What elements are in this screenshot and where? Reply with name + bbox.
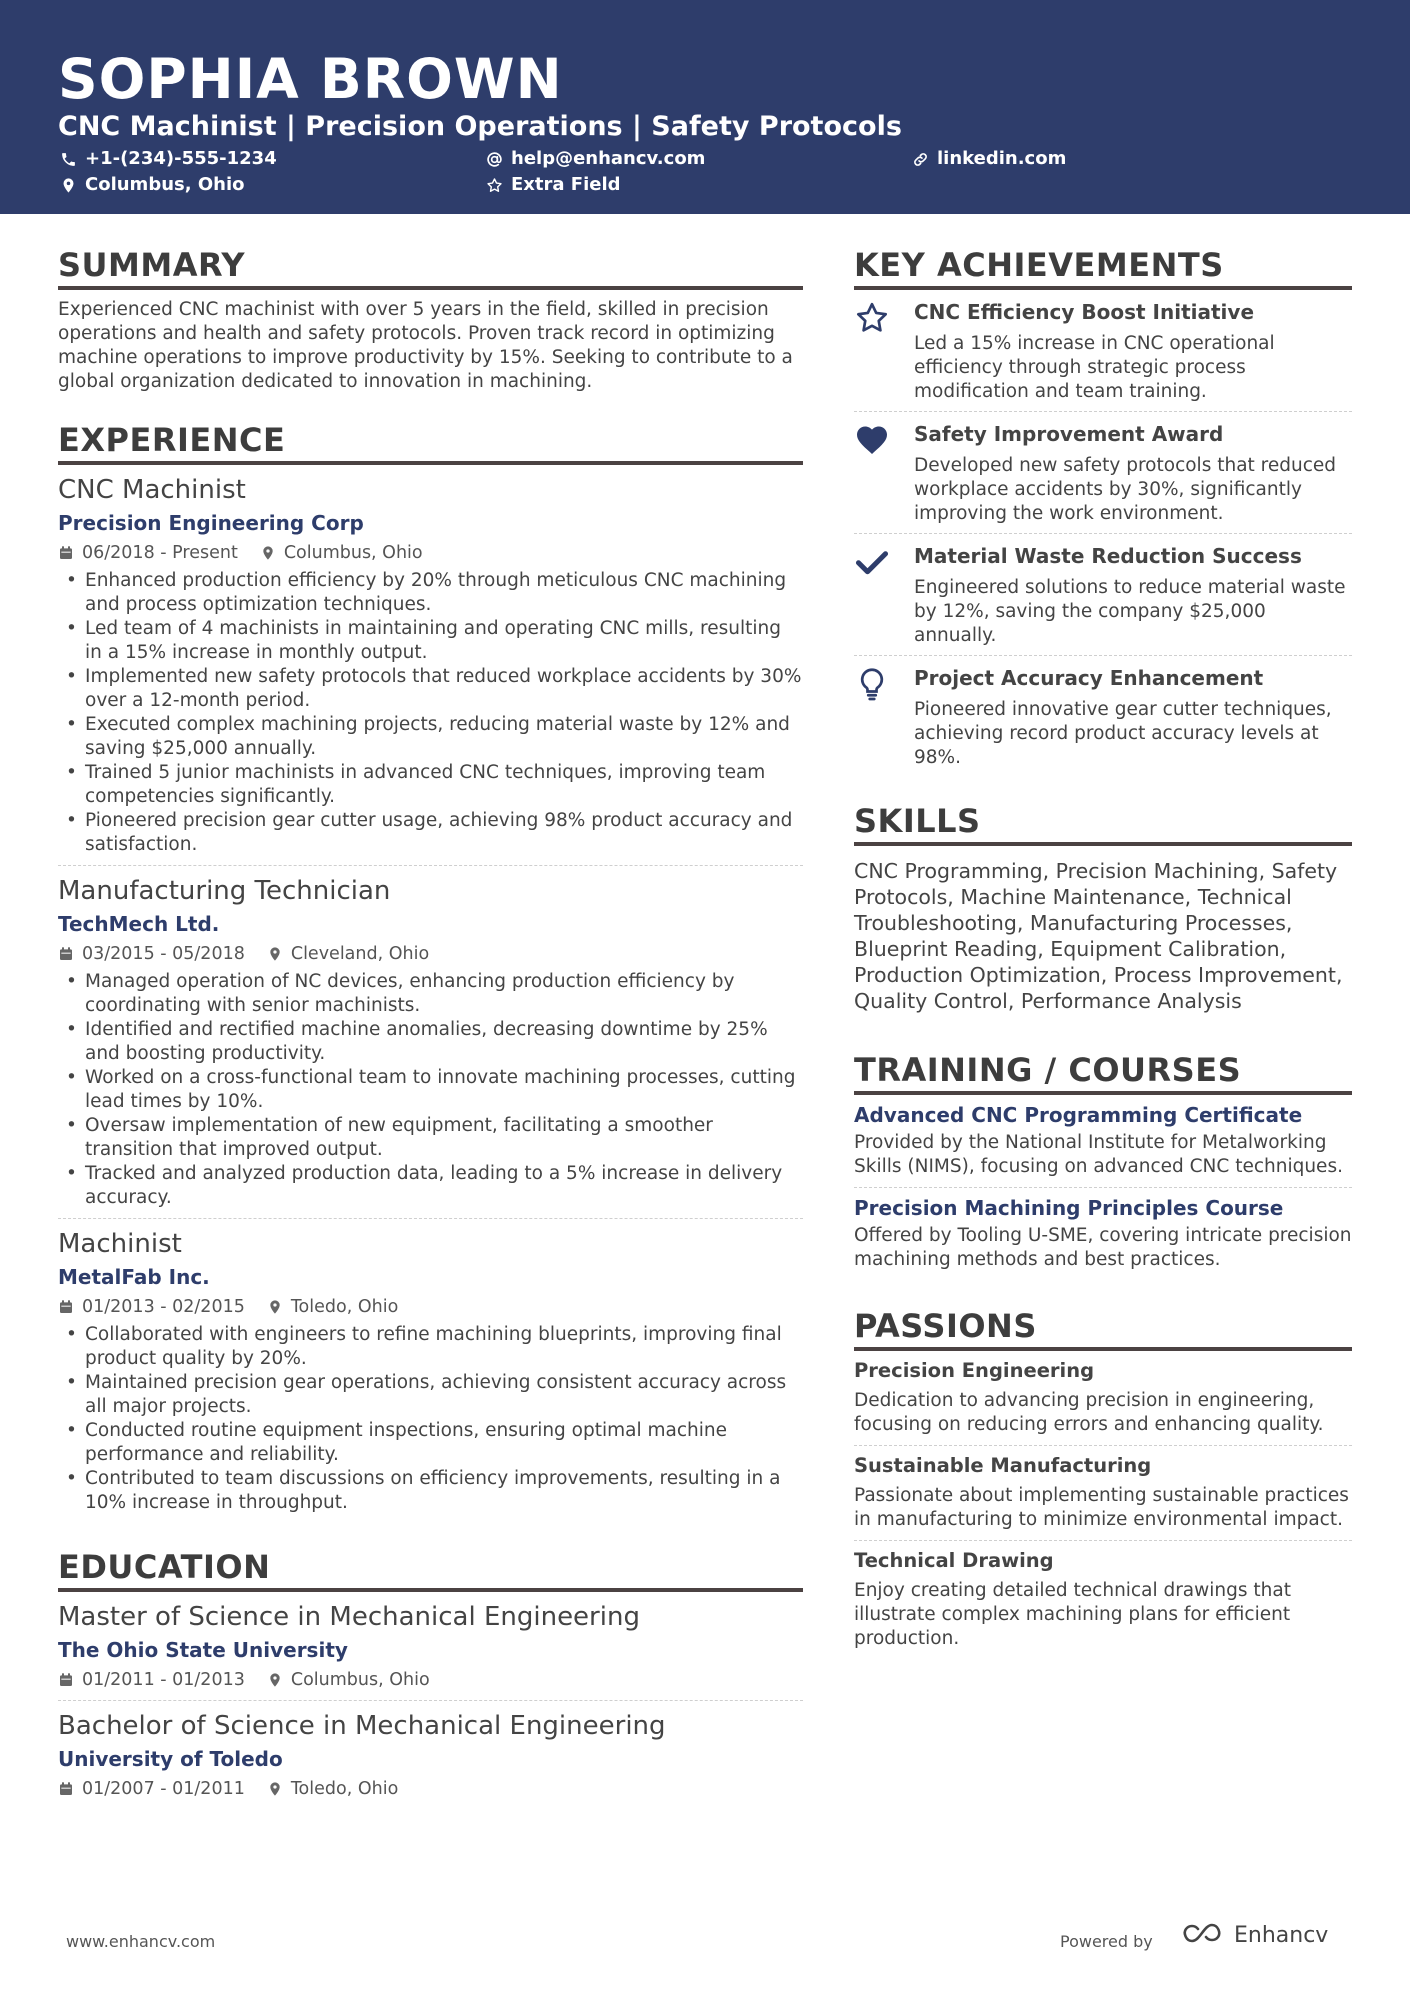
passion-title: Technical Drawing <box>854 1549 1054 1572</box>
achievement-item <box>854 412 1352 534</box>
calendar-icon <box>58 1299 74 1315</box>
company-name[interactable]: MetalFab Inc. <box>58 1265 210 1289</box>
job-dates: 01/2013 - 02/2015 <box>82 1297 245 1317</box>
course-title[interactable]: Precision Machining Principles Course <box>854 1196 1284 1220</box>
course-title[interactable]: Advanced CNC Programming Certificate <box>854 1103 1303 1127</box>
contact-extra <box>486 173 621 197</box>
job-location: Toledo, Ohio <box>290 1297 399 1317</box>
company-name[interactable]: Precision Engineering Corp <box>58 511 364 535</box>
achievement-desc: Developed new safety protocols that reduced workplace accidents by 30%, significantly improving the work environment. <box>914 455 1337 524</box>
passion-desc: Dedication to advancing precision in engineering, focusing on reducing errors and enhancing quality. <box>854 1390 1324 1435</box>
bullet-item: • Tracked and analyzed production data, leading to a 5% increase in delivery accuracy. <box>58 1162 803 1210</box>
achievement-item <box>854 534 1352 656</box>
passions-title: PASSIONS <box>854 1306 1352 1351</box>
job-bullets <box>58 1323 803 1515</box>
job-role: CNC Machinist <box>58 475 246 505</box>
link-icon <box>912 151 929 168</box>
resume-header <box>0 0 1410 214</box>
course-item <box>854 1095 1352 1188</box>
bullet-item: • Conducted routine equipment inspections, ensuring optimal machine performance and reliability. <box>58 1419 803 1467</box>
contact-location <box>60 173 245 197</box>
left-column <box>58 245 803 1833</box>
at-icon <box>486 151 503 168</box>
summary-section <box>58 245 803 394</box>
school-name[interactable]: The Ohio State University <box>58 1638 348 1662</box>
passion-desc: Passionate about implementing sustainable practices in manufacturing to minimize environmental impact. <box>854 1485 1349 1530</box>
map-pin-icon <box>267 1299 283 1315</box>
bullet-item: • Collaborated with engineers to refine machining blueprints, improving final product quality by 20%. <box>58 1323 803 1371</box>
bullet-item: • Identified and rectified machine anomalies, decreasing downtime by 25% and boosting productivity. <box>58 1018 803 1066</box>
calendar-icon <box>58 1781 74 1797</box>
experience-section <box>58 420 803 1523</box>
training-title: TRAINING / COURSES <box>854 1050 1352 1095</box>
heart-icon <box>854 422 890 458</box>
map-pin-icon <box>260 545 276 561</box>
summary-title: SUMMARY <box>58 245 803 290</box>
job-role: Machinist <box>58 1229 182 1259</box>
achievement-desc: Led a 15% increase in CNC operational efficiency through strategic process modification and team training. <box>914 333 1275 402</box>
degree: Bachelor of Science in Mechanical Engineering <box>58 1711 666 1741</box>
brand-name: Enhancv <box>1234 1922 1329 1948</box>
check-icon <box>854 544 890 580</box>
extra-field-text: Extra Field <box>511 174 621 195</box>
experience-entry <box>58 866 803 1219</box>
achievement-title: Material Waste Reduction Success <box>914 544 1302 568</box>
star-outline-icon <box>486 177 503 194</box>
phone-text: +1-(234)-555-1234 <box>85 148 277 169</box>
passion-title: Precision Engineering <box>854 1359 1095 1382</box>
map-pin-icon <box>267 1781 283 1797</box>
map-pin-icon <box>267 946 283 962</box>
experience-entry <box>58 1219 803 1523</box>
job-meta <box>58 942 803 966</box>
job-location: Cleveland, Ohio <box>290 944 430 964</box>
education-entry <box>58 1701 803 1809</box>
calendar-icon <box>58 545 74 561</box>
education-meta <box>58 1777 803 1801</box>
training-section <box>854 1050 1352 1280</box>
bullet-item: • Managed operation of NC devices, enhancing production efficiency by coordinating with senior machinists. <box>58 970 803 1018</box>
bullet-item: • Maintained precision gear operations, achieving consistent accuracy across all major projects. <box>58 1371 803 1419</box>
contact-linkedin[interactable] <box>912 147 1066 171</box>
experience-entry <box>58 465 803 866</box>
course-desc: Provided by the National Institute for Metalworking Skills (NIMS), focusing on advanced CNC techniques. <box>854 1132 1343 1177</box>
candidate-name: SOPHIA BROWN <box>58 47 563 111</box>
job-location: Columbus, Ohio <box>283 543 423 563</box>
education-location: Columbus, Ohio <box>290 1670 430 1690</box>
powered-by-label: Powered by <box>1060 1932 1153 1951</box>
job-meta <box>58 541 803 565</box>
job-bullets <box>58 970 803 1210</box>
email-text: help@enhancv.com <box>511 148 706 169</box>
enhancv-logo[interactable] <box>1180 1921 1328 1949</box>
achievement-desc: Engineered solutions to reduce material waste by 12%, saving the company $25,000 annually. <box>914 577 1346 646</box>
headline: CNC Machinist | Precision Operations | Safety Protocols <box>58 111 902 142</box>
achievement-item <box>854 290 1352 412</box>
course-desc: Offered by Tooling U-SME, covering intricate precision machining methods and best practices. <box>854 1225 1352 1270</box>
enhancv-logo-icon <box>1180 1921 1226 1949</box>
bullet-item: • Worked on a cross-functional team to innovate machining processes, cutting lead times by 10%. <box>58 1066 803 1114</box>
skills-section <box>854 801 1352 1014</box>
job-role: Manufacturing Technician <box>58 876 391 906</box>
degree: Master of Science in Mechanical Engineering <box>58 1602 640 1632</box>
linkedin-text: linkedin.com <box>937 148 1067 169</box>
school-name[interactable]: University of Toledo <box>58 1747 283 1771</box>
education-entry <box>58 1592 803 1701</box>
education-dates: 01/2011 - 01/2013 <box>82 1670 245 1690</box>
skills-list: CNC Programming, Precision Machining, Safety Protocols, Machine Maintenance, Technical Troubleshooting, Manufacturing Processes, Blueprint Reading, Equipment Calibration, Production Optimization, Process Improvement, Quality Control, Performance Analysis <box>854 859 1343 1013</box>
bullet-item: • Executed complex machining projects, reducing material waste by 12% and saving $25,000 annually. <box>58 713 803 761</box>
passion-item <box>854 1541 1352 1659</box>
bullet-item: • Contributed to team discussions on efficiency improvements, resulting in a 10% increase in throughput. <box>58 1467 803 1515</box>
passion-item <box>854 1446 1352 1541</box>
location-text: Columbus, Ohio <box>85 174 245 195</box>
footer-url[interactable]: www.enhancv.com <box>66 1932 216 1951</box>
job-dates: 06/2018 - Present <box>82 543 238 563</box>
passion-title: Sustainable Manufacturing <box>854 1454 1152 1477</box>
education-location: Toledo, Ohio <box>290 1779 399 1799</box>
calendar-icon <box>58 946 74 962</box>
achievements-section <box>854 245 1352 777</box>
education-section <box>58 1547 803 1809</box>
bullet-item: • Trained 5 junior machinists in advanced CNC techniques, improving team competencies significantly. <box>58 761 803 809</box>
bullet-item: • Pioneered precision gear cutter usage, achieving 98% product accuracy and satisfaction. <box>58 809 803 857</box>
course-item <box>854 1188 1352 1280</box>
education-dates: 01/2007 - 01/2011 <box>82 1779 245 1799</box>
achievement-desc: Pioneered innovative gear cutter techniques, achieving record product accuracy levels at 98%. <box>914 699 1332 768</box>
contact-phone[interactable] <box>60 147 277 171</box>
map-pin-icon <box>267 1672 283 1688</box>
achievement-title: Project Accuracy Enhancement <box>914 666 1264 690</box>
summary-text: Experienced CNC machinist with over 5 years in the field, skilled in precision operations and health and safety protocols. Proven track record in optimizing machine operations to improve productivity by 15%. Seeking to contribute to a global organization dedicated to innovation in machining. <box>58 299 793 392</box>
star-icon <box>854 300 890 336</box>
contact-email[interactable] <box>486 147 705 171</box>
bullet-item: • Enhanced production efficiency by 20% through meticulous CNC machining and process optimization techniques. <box>58 569 803 617</box>
job-dates: 03/2015 - 05/2018 <box>82 944 245 964</box>
right-column <box>854 245 1352 1683</box>
job-meta <box>58 1295 803 1319</box>
calendar-icon <box>58 1672 74 1688</box>
experience-title: EXPERIENCE <box>58 420 803 465</box>
bullet-item: • Oversaw implementation of new equipment, facilitating a smoother transition that improved output. <box>58 1114 803 1162</box>
achievements-title: KEY ACHIEVEMENTS <box>854 245 1352 290</box>
company-name[interactable]: TechMech Ltd. <box>58 912 220 936</box>
passion-desc: Enjoy creating detailed technical drawings that illustrate complex machining plans for efficient production. <box>854 1580 1291 1649</box>
job-bullets <box>58 569 803 857</box>
achievement-title: CNC Efficiency Boost Initiative <box>914 300 1255 324</box>
achievement-item <box>854 656 1352 777</box>
passions-section <box>854 1306 1352 1659</box>
achievement-title: Safety Improvement Award <box>914 422 1224 446</box>
lightbulb-icon <box>854 666 890 702</box>
map-pin-icon <box>60 177 77 194</box>
passion-item <box>854 1351 1352 1446</box>
phone-icon <box>60 151 77 168</box>
education-meta <box>58 1668 803 1692</box>
education-title: EDUCATION <box>58 1547 803 1592</box>
bullet-item: • Implemented new safety protocols that reduced workplace accidents by 30% over a 12-month period. <box>58 665 803 713</box>
skills-title: SKILLS <box>854 801 1352 846</box>
bullet-item: • Led team of 4 machinists in maintaining and operating CNC mills, resulting in a 15% increase in monthly output. <box>58 617 803 665</box>
